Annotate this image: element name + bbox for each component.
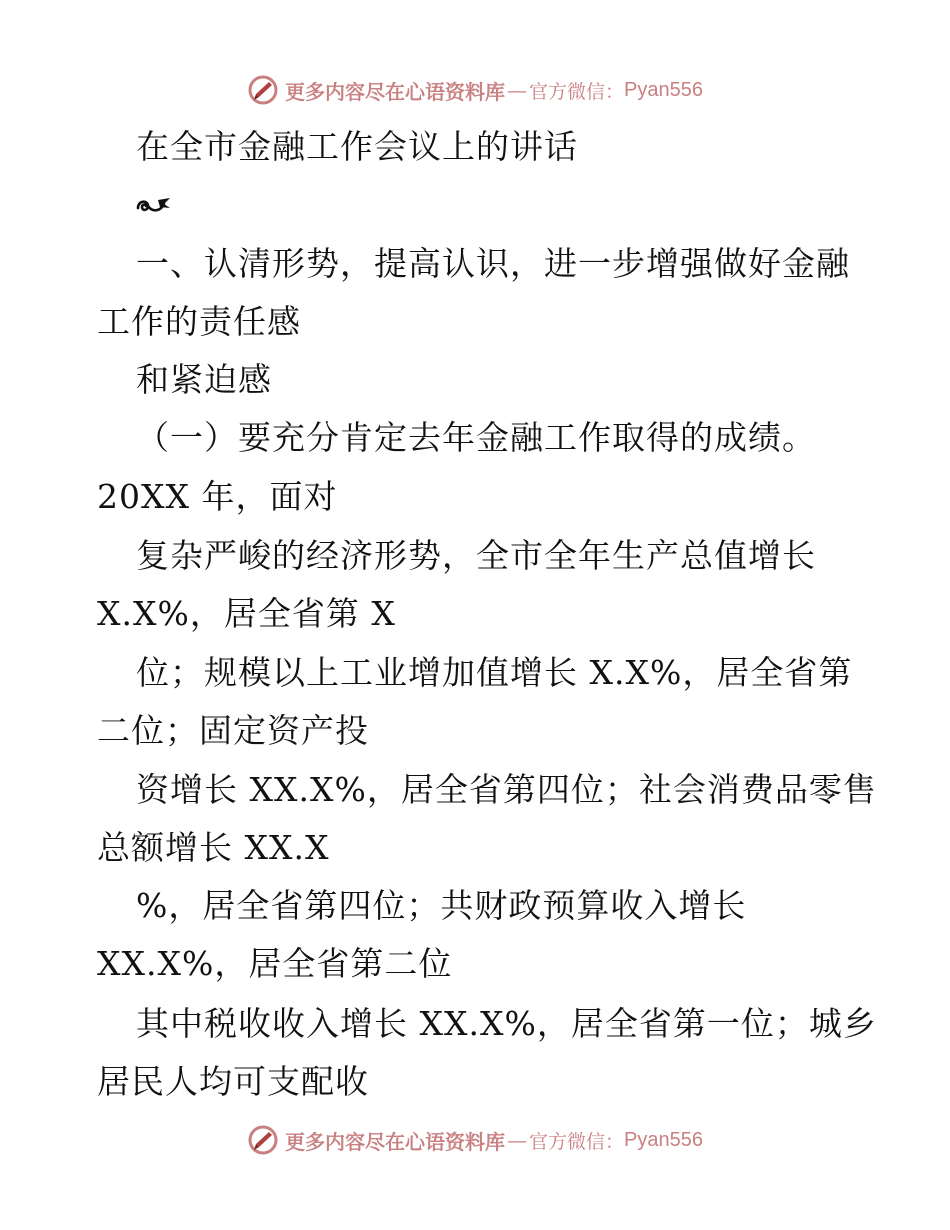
banner-wechat-id: Pyan556 [624, 1128, 703, 1151]
body-line-14: 其中税收收入增长 XX.X%，居全省第一位；城乡 [136, 1004, 877, 1043]
banner-main-text: 更多内容尽在心语资料库 [285, 1129, 505, 1154]
body-line-5: 20XX 年，面对 [97, 477, 338, 516]
body-line-3: 和紧迫感 [136, 360, 272, 399]
body-line-12: %，居全省第四位；共财政预算收入增长 [136, 886, 747, 925]
header-watermark-banner [0, 70, 950, 110]
logo-icon [247, 1124, 279, 1156]
body-line-7: X.X%，居全省第 X [97, 594, 396, 633]
body-line-11: 总额增长 XX.X [97, 828, 330, 867]
banner-main-text: 更多内容尽在心语资料库 [285, 79, 505, 104]
banner-dash: — [507, 1128, 527, 1152]
logo-icon [247, 74, 279, 106]
body-line-6: 复杂严峻的经济形势，全市全年生产总值增长 [136, 536, 816, 575]
body-line-15: 居民人均可支配收 [97, 1062, 369, 1101]
banner-dash: — [507, 78, 527, 102]
body-line-4: （一）要充分肯定去年金融工作取得的成绩。 [136, 418, 816, 457]
body-line-8: 位；规模以上工业增加值增长 X.X%，居全省第 [136, 653, 853, 692]
body-line-10: 资增长 XX.X%，居全省第四位；社会消费品零售 [136, 770, 877, 809]
footer-watermark-banner [0, 1120, 950, 1160]
body-line-1: 一、认清形势，提高认识，进一步增强做好金融 [136, 244, 850, 283]
body-line-2: 工作的责任感 [97, 302, 301, 341]
document-title: 在全市金融工作会议上的讲话 [136, 127, 578, 166]
banner-sub-text: 官方微信： [529, 80, 625, 103]
banner-sub-text: 官方微信： [529, 1130, 625, 1153]
banner-wechat-id: Pyan556 [624, 78, 703, 101]
body-line-9: 二位；固定资产投 [97, 711, 369, 750]
body-line-13: XX.X%，居全省第二位 [97, 944, 453, 983]
flourish-ornament-icon [134, 190, 174, 220]
